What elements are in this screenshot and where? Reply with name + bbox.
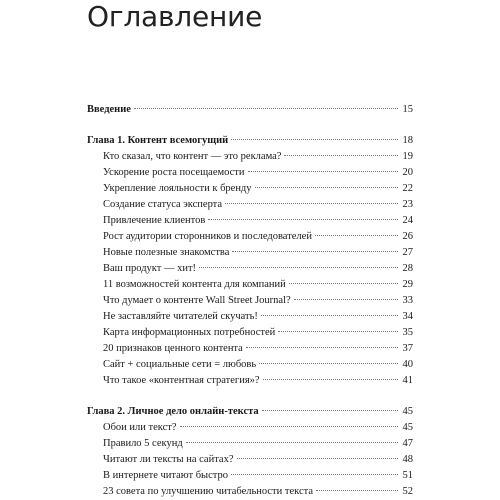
toc-entry-label: Карта информационных потребностей — [103, 327, 276, 338]
toc-entry-page: 37 — [402, 343, 413, 354]
toc-entry-label: Ваш продукт — хит! — [103, 263, 197, 274]
toc-entry — [103, 311, 413, 325]
toc-entry — [103, 199, 413, 213]
page-title: Оглавление — [87, 0, 263, 33]
toc-entry-page: 45 — [402, 422, 413, 433]
toc-entry-page: 24 — [402, 215, 413, 226]
toc-entry-label: Кто сказал, что контент — это реклама? — [103, 151, 282, 162]
toc-entry-label: Создание статуса эксперта — [103, 199, 223, 210]
toc-entry-page: 15 — [402, 104, 413, 115]
toc-entry-label: Обои или текст? — [103, 422, 177, 433]
dot-leader — [278, 331, 398, 332]
toc-entry-page: 52 — [402, 486, 413, 497]
table-of-contents — [87, 0, 413, 500]
toc-entry — [103, 327, 413, 341]
toc-entry — [103, 343, 413, 357]
toc-entry-page: 29 — [402, 279, 413, 290]
toc-entry-label: Сайт + социальные сети = любовь — [103, 359, 257, 370]
toc-entry-intro — [87, 104, 413, 118]
dot-leader — [208, 219, 398, 220]
dot-leader — [231, 139, 398, 140]
toc-entry-label: 11 возможностей контента для компаний — [103, 279, 286, 290]
toc-entry — [103, 231, 413, 245]
toc-chapter-2 — [87, 406, 413, 420]
toc-entry — [103, 422, 413, 436]
dot-leader — [263, 379, 398, 380]
toc-entry — [103, 263, 413, 277]
toc-entry-page: 23 — [402, 199, 413, 210]
toc-entry-label: Что думает о контенте Wall Street Journal? — [103, 295, 291, 306]
dot-leader — [315, 235, 398, 236]
toc-entry — [103, 375, 413, 389]
dot-leader — [199, 267, 398, 268]
dot-leader — [231, 474, 398, 475]
dot-leader — [316, 490, 398, 491]
dot-leader — [294, 299, 398, 300]
dot-leader — [134, 108, 398, 109]
dot-leader — [255, 187, 398, 188]
toc-entry — [103, 486, 413, 500]
dot-leader — [262, 410, 398, 411]
dot-leader — [225, 203, 398, 204]
toc-entry-label: Правило 5 секунд — [103, 438, 183, 449]
toc-entry-page: 26 — [402, 231, 413, 242]
toc-entry-page: 47 — [402, 438, 413, 449]
toc-entry-page: 19 — [402, 151, 413, 162]
toc-entry-page: 41 — [402, 375, 413, 386]
toc-entry — [103, 151, 413, 165]
toc-entry-page: 20 — [402, 167, 413, 178]
toc-entry — [103, 215, 413, 229]
toc-entry — [103, 167, 413, 181]
toc-chapter-page: 18 — [402, 135, 413, 146]
dot-leader — [248, 171, 398, 172]
toc-entry-page: 34 — [402, 311, 413, 322]
dot-leader — [261, 315, 398, 316]
dot-leader — [186, 442, 398, 443]
toc-entry-page: 27 — [402, 247, 413, 258]
toc-entry-label: Ускорение роста посещаемости — [103, 167, 245, 178]
toc-entry-label: 20 признаков ценного контента — [103, 343, 243, 354]
toc-entry-page: 51 — [402, 470, 413, 481]
toc-entry-label: Не заставляйте читателей скучать! — [103, 311, 258, 322]
toc-chapter-label: Глава 1. Контент всемогущий — [87, 135, 229, 146]
dot-leader — [237, 458, 398, 459]
toc-chapter-label: Глава 2. Личное дело онлайн-текста — [87, 406, 259, 417]
dot-leader — [289, 283, 398, 284]
toc-entry-page: 22 — [402, 183, 413, 194]
toc-entry-page: 33 — [402, 295, 413, 306]
toc-entry-label: Что такое «контентная стратегия»? — [103, 375, 260, 386]
toc-entry-page: 35 — [402, 327, 413, 338]
toc-entry-label: Укрепление лояльности к бренду — [103, 183, 252, 194]
toc-entry-label: В интернете читают быстро — [103, 470, 228, 481]
toc-entry-label: Введение — [87, 104, 131, 115]
toc-entry — [103, 183, 413, 197]
toc-entry-label: Рост аудитории сторонников и последователей — [103, 231, 312, 242]
toc-entry — [103, 438, 413, 452]
toc-entry — [103, 279, 413, 293]
dot-leader — [180, 426, 398, 427]
toc-entry-label: Читают ли тексты на сайтах? — [103, 454, 234, 465]
toc-entry-label: 23 совета по улучшению читабельности текста — [103, 486, 314, 497]
dot-leader — [246, 347, 398, 348]
toc-entry-page: 48 — [402, 454, 413, 465]
toc-entry — [103, 247, 413, 261]
toc-entry-page: 28 — [402, 263, 413, 274]
toc-entry — [103, 295, 413, 309]
dot-leader — [259, 363, 398, 364]
toc-chapter-page: 45 — [402, 406, 413, 417]
toc-entry-label: Новые полезные знакомства — [103, 247, 230, 258]
toc-entry-page: 40 — [402, 359, 413, 370]
dot-leader — [232, 251, 398, 252]
toc-chapter-1 — [87, 135, 413, 149]
dot-leader — [284, 155, 398, 156]
toc-entry — [103, 470, 413, 484]
toc-entry — [103, 454, 413, 468]
toc-entry — [103, 359, 413, 373]
toc-entry-label: Привлечение клиентов — [103, 215, 206, 226]
